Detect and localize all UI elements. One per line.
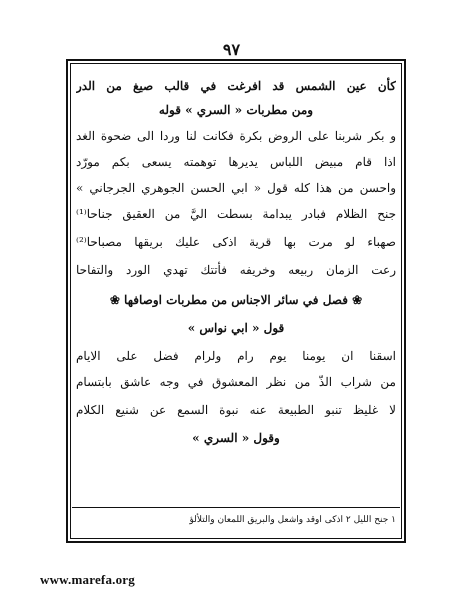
text-block bbox=[76, 72, 396, 502]
text-line: جنح الظلام فبادر يبدامة بسطت اليَّ من العقيق جناحا⁽¹⁾ bbox=[76, 207, 396, 221]
text-line: لا غليظ تنبو الطبيعة عنه نبوة السمع عن شنيع الكلام bbox=[76, 403, 396, 417]
text-line: اذا قام مبيض اللباس يديرها توهمته يسعى بكم مورّد bbox=[76, 155, 396, 169]
text-line: اسقنا ان يومنا يوم رام ولرام فضل على الايام bbox=[76, 349, 396, 363]
page-number: ٩٧ bbox=[222, 40, 241, 59]
text-line: ومن مطربات « السري » قوله bbox=[158, 103, 314, 117]
section-heading: ❀ فصل في سائر الاجناس من مطربات اوصافها ❀ bbox=[109, 293, 363, 307]
footnote-divider bbox=[72, 507, 400, 508]
footnote: ١ جنح الليل ٢ اذكى اوقد واشعل والبريق اللمعان والتلألؤ bbox=[189, 515, 396, 525]
text-line: صهباء لو مرت بها قرية اذكى عليك بريقها مصباحا⁽²⁾ bbox=[76, 235, 396, 249]
text-line: قول « ابي نواس » bbox=[187, 321, 285, 335]
text-line: كأن عين الشمس قد افرغت في قالب صيغ من الدر bbox=[76, 79, 396, 93]
text-line: و بكر شربنا على الروض بكرة فكانت لنا وردا الى ضحوة الغد bbox=[76, 129, 396, 143]
text-line: رعت الزمان ربيعه وخريفه فأتتك تهدي الورد والتفاحا bbox=[76, 263, 396, 277]
text-line: واحسن من هذا كله قول « ابي الحسن الجوهري الجرجاني » bbox=[76, 181, 396, 195]
site-url: www.marefa.org bbox=[40, 572, 135, 587]
text-line: وقول « السري » bbox=[192, 431, 280, 445]
text-line: من شراب الذّ من نظر المعشوق في وجه عاشق بابتسام bbox=[76, 375, 396, 389]
